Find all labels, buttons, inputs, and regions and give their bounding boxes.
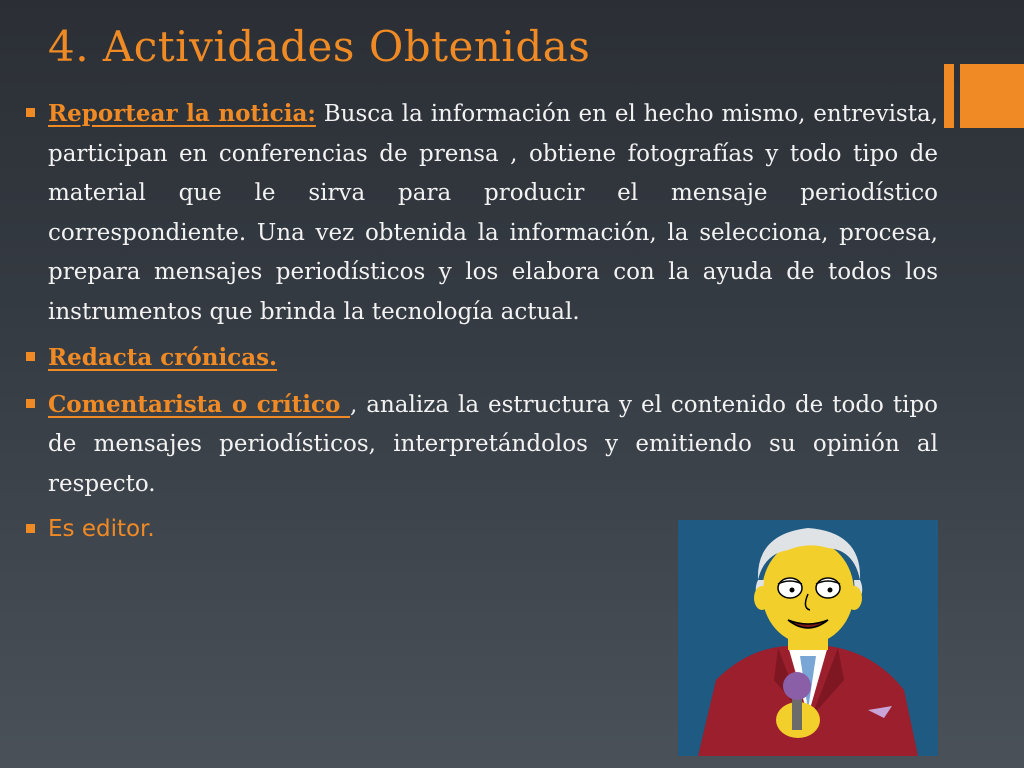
- bullet-text: , analiza la estructura y el contenido de todo tipo de mensajes periodísticos, interpretándolos y emitiendo su opinión al respecto.: [48, 391, 939, 497]
- accent-bar-thin: [944, 64, 954, 128]
- bullet-list: [24, 94, 938, 556]
- bullet-square-icon: [26, 524, 35, 533]
- bullet-square-icon: [26, 108, 35, 117]
- accent-bar-wide: [960, 64, 1024, 128]
- bullet-text-editor: Es editor.: [48, 516, 155, 542]
- bullet-item-comentarista: [24, 385, 938, 505]
- bullet-lead: Comentarista o crítico: [48, 390, 351, 418]
- bullet-lead: Reportear la noticia:: [48, 100, 316, 127]
- bullet-item-redacta: [24, 338, 938, 379]
- slide-title: 4. Actividades Obtenidas: [48, 22, 591, 71]
- bullet-square-icon: [26, 399, 35, 408]
- news-anchor-image: [678, 520, 938, 756]
- bullet-lead: Redacta crónicas.: [48, 344, 278, 371]
- bullet-item-reportear: [24, 94, 938, 332]
- bullet-square-icon: [26, 352, 35, 361]
- bullet-text: Busca la información en el hecho mismo, entrevista, participan en conferencias de prensa , obtiene fotografías y todo tipo de material que le sirva para producir el mensaje periodístico correspondiente. Una vez obtenida la información, la selecciona, procesa, prepara mensajes periodísticos y los elabora con la ayuda de todos los instrumentos que brinda la tecnología actual.: [48, 101, 938, 325]
